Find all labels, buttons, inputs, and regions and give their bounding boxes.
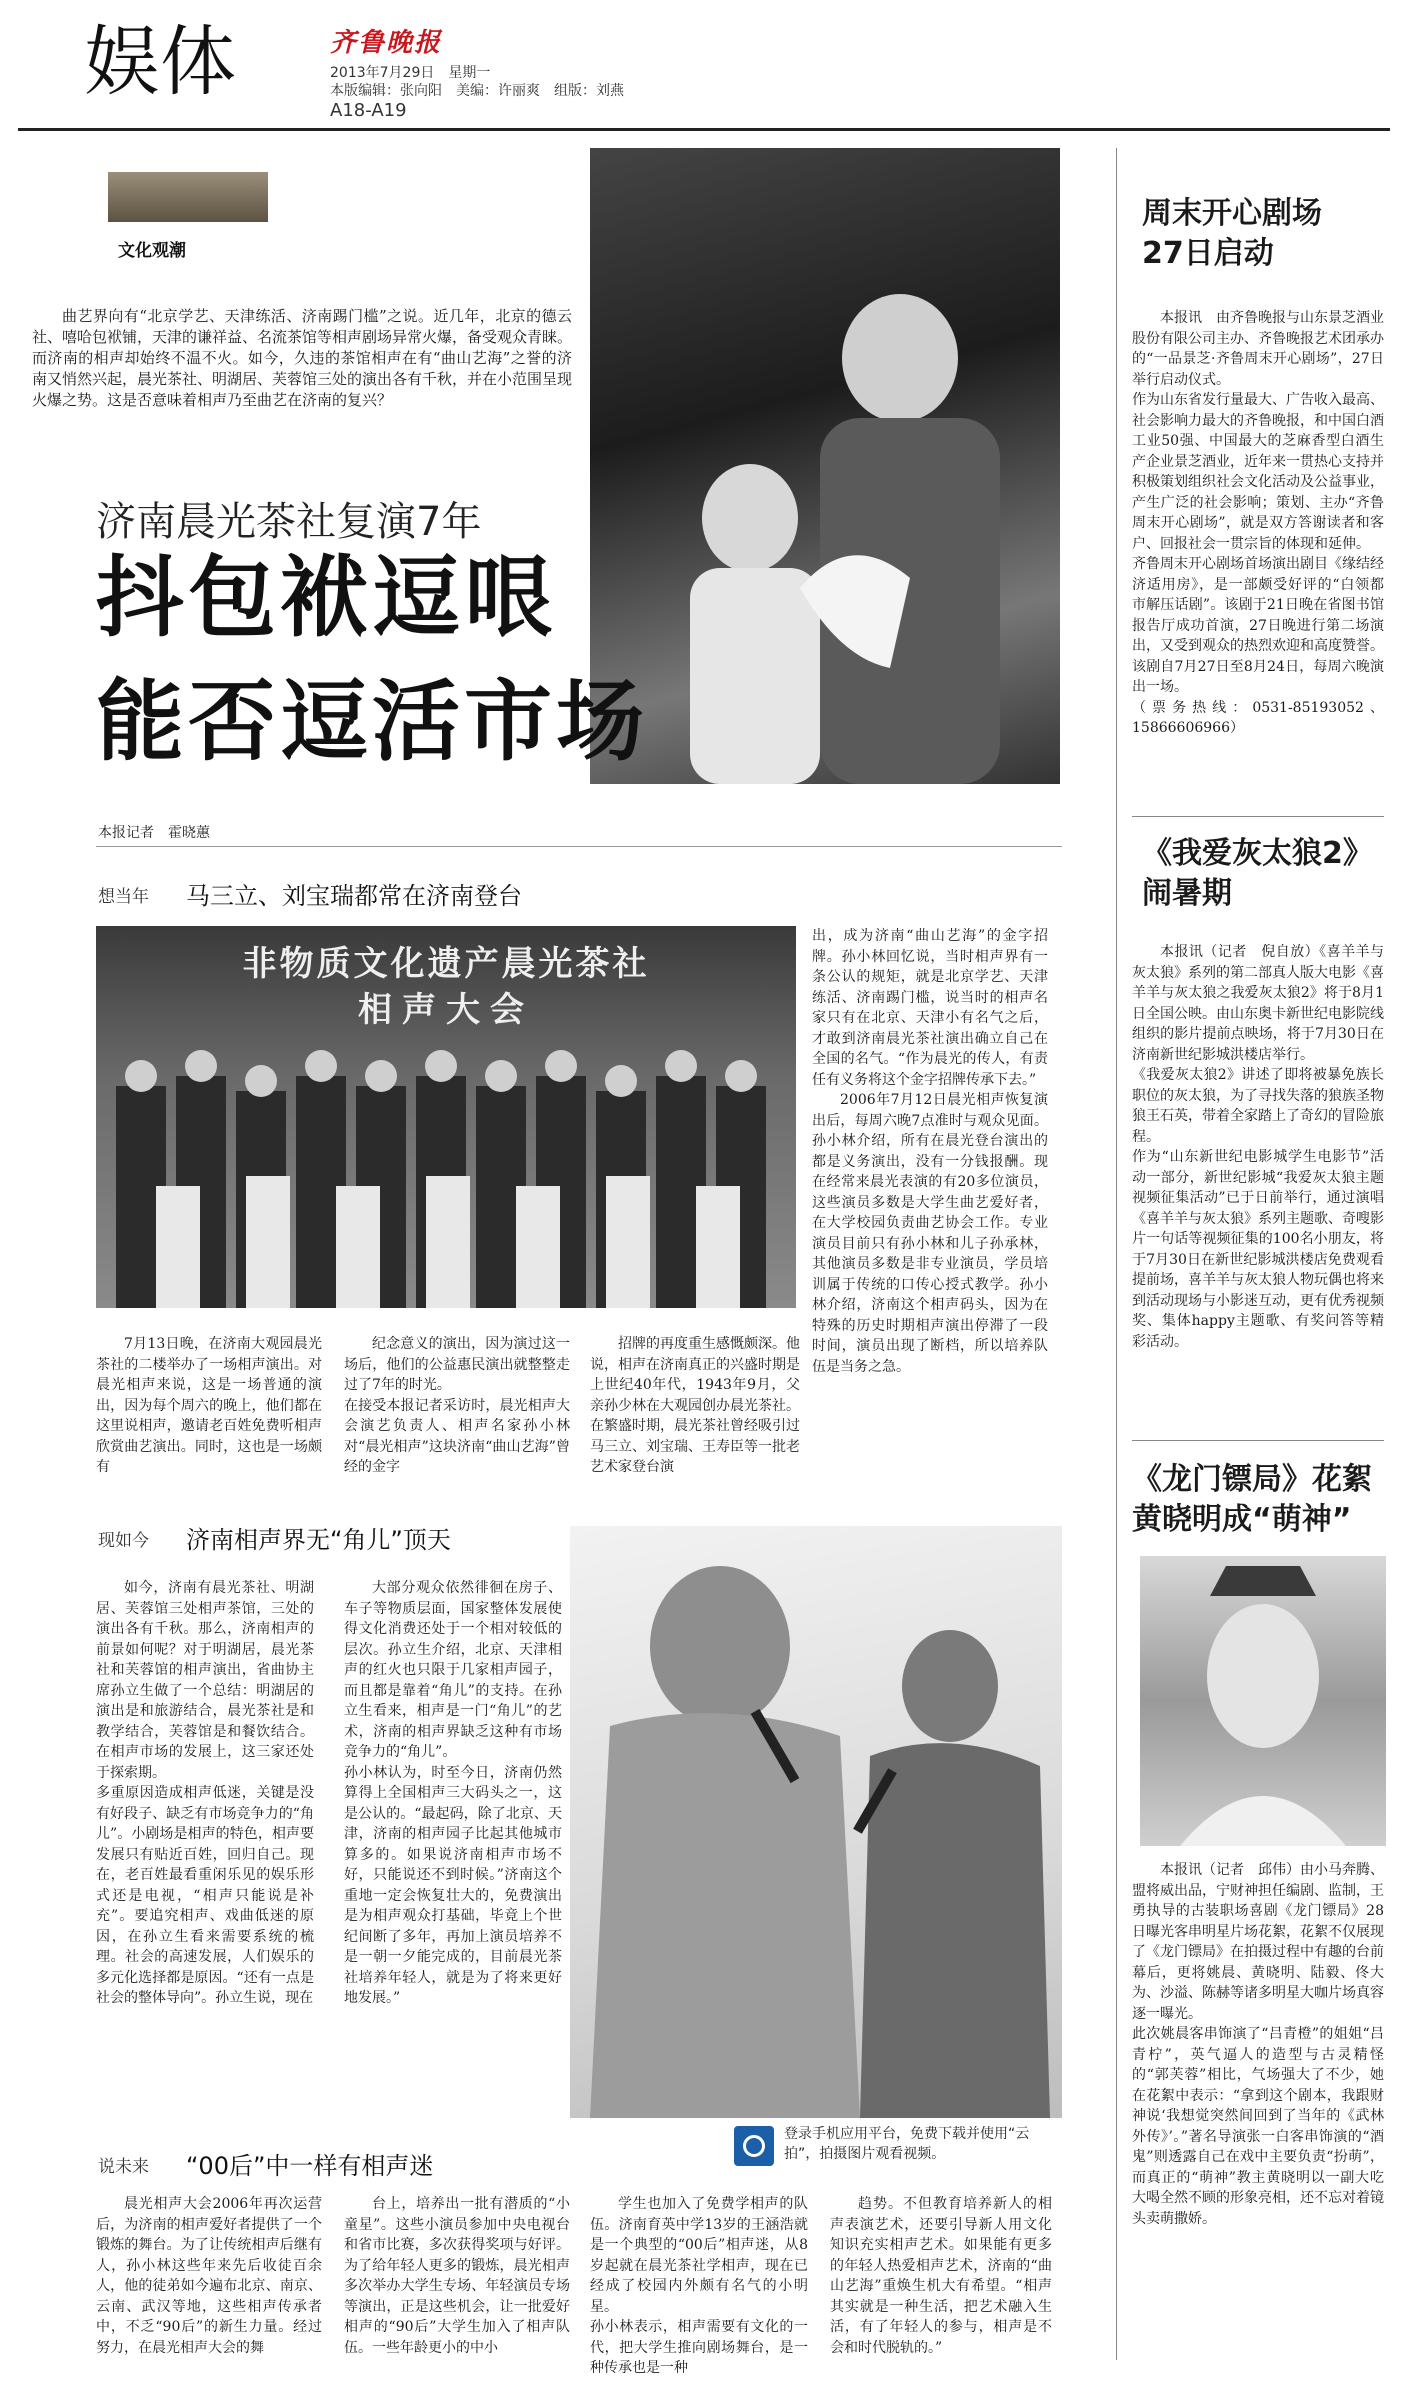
masthead-rule [18,128,1390,131]
performers-silhouette [590,148,1060,784]
banner-line-2: 相声大会 [358,990,534,1030]
section-1-right-column [812,926,1048,1432]
actor-silhouette [1140,1556,1386,1846]
group-silhouettes [96,926,796,1308]
sidebar-rule-2 [1132,1440,1384,1441]
actor-portrait [1140,1556,1386,1846]
section-2-tag: 现如今 [98,1531,149,1551]
headline-kicker: 济南晨光茶社复演7年 [96,499,482,545]
sidebar-story-1-title: 周末开心剧场27日启动 [1142,196,1322,271]
section-3-tag: 说未来 [98,2157,149,2177]
top-performers-photo [590,148,1060,784]
section-1-col-2: 纪念意义的演出，因为演过这一场后，他们的公益惠民演出就整整走过了7年的时光。 在接受本报记者采访时，晨光相声大会演艺负责人、相声名家孙小林对“晨光相声”这块济南“曲山艺海”曾经的金字 [344,1336,570,1475]
byline: 本报记者 霍晓蕙 [98,825,210,841]
section-3-col-3: 学生也加入了免费学相声的队伍。济南育英中学13岁的王涵浩就是一个典型的“00后”相声迷，从8岁起就在晨光茶社学相声，现在已经成了校园内外颇有名气的小明星。 孙小林表示，相声需要有文化的一代，把大学生推向剧场舞台，是一种传承也是一种 [590,2196,808,2376]
issue-date: 2013年7月29日 星期一 [330,65,491,81]
section-3-col-4: 趋势。不但教育培养新人的相声表演艺术，还要引导新人用文化知识充实相声艺术。如果能有更多的年轻人热爱相声艺术，济南的“曲山艺海”重焕生机大有希望。“相声其实就是一种生活，把艺术融入生活，有了年轻人的参与，相声是不会和时代脱轨的。” [830,2196,1052,2356]
lead-paragraph: 曲艺界向有“北京学艺、天津练活、济南踢门槛”之说。近几年，北京的德云社、嘻哈包袱铺，天津的谦祥益、名流茶馆等相声剧场异常火爆，备受观众青睐。而济南的相声却始终不温不火。如今，久违的茶馆相声在有“曲山艺海”之誉的济南又悄然兴起，晨光茶社、明湖居、芙蓉馆三处的演出各有千秋，并在小范围呈现火爆之势。这是否意味着相声乃至曲艺在济南的复兴？ [32,307,573,409]
page-numbers: A18-A19 [330,100,407,121]
headline-line-1: 抖包袱逗哏 [96,546,557,649]
sidebar-rule-1 [1132,816,1384,817]
byline-rule [96,846,1062,847]
sidebar-story-3-body: 本报讯（记者 邱伟）由小马奔腾、盟将威出品，宁财神担任编剧、监制，王勇执导的古装职场喜剧《龙门镖局》28日曝光客串明星片场花絮，花絮不仅展现了《龙门镖局》在拍摄过程中有趣的台前幕后，更将姚晨、黄晓明、陆毅、佟大为、沙溢、陈赫等诸多明星大咖片场真容逐一曝光。 此次姚晨客串饰演了“吕青橙”的姐姐“吕青柠”，英气逼人的造型与古灵精怪的“郭芙蓉”相比，气场强大了不少，她在花絮中表示：“拿到这个剧本，我跟财神说‘我想觉突然间回到了当年的《武林外传》’。”著名导演张一白客串饰演的“酒鬼”则透露自己在戏中主要负责“扮萌”，而真正的“萌神”教主黄晓明以一副大吃大喝全然不顾的形象亮相，还不忘对着镜头卖萌撒娇。 [1132,1862,1384,2227]
section-2-col-2: 大部分观众依然徘徊在房子、车子等物质层面，国家整体发展使得文化消费还处于一个相对较低的层次。孙立生介绍，北京、天津相声的红火也只限于几家相声园子，而且都是靠着“角儿”的支持。在孙立生看来，相声是一门“角儿”的艺术，济南的相声界缺乏这种有市场竞争力的“角儿”。 孙小林认为，时至今日，济南仍然算得上全国相声三大码头之一，这是公认的。“最起码，除了北京、天津，济南的相声园子比起其他城市算多的。如果说济南相声市场不好，只能说还不到时候。”济南这个重地一定会恢复壮大的，免费演出是为相声观众打基础，毕竟上个世纪间断了多年，再加上演员培养不是一朝一夕能完成的，目前晨光茶社培养年轻人，就是为了将来更好地发展。” [344,1580,562,2006]
section-1-right-para-1: 出，成为济南“曲山艺海”的金字招牌。孙小林回忆说，当时相声界有一条公认的规矩，就是北京学艺、天津练活、济南踢门槛，说当时的相声名家只有在北京、天津小有名气之后，才敢到济南晨光茶社演出确立自己在全国的名气。“作为晨光的传人，有责任有义务将这个金字招牌传承下去。” [812,928,1048,1088]
duo-performers-photo [570,1526,1062,2118]
headline-line-2: 能否逗活市场 [96,670,649,773]
section-2-heading: 济南相声界无“角儿”顶天 [186,1526,451,1554]
sidebar-story-2-title: 《我爱灰太狼2》闹暑期 [1142,836,1358,911]
app-promo: 登录手机应用平台，免费下载并使用“云拍”，拍摄图片观看视频。 [784,2126,1030,2162]
qr-icon [734,2126,774,2166]
section-1-tag: 想当年 [98,887,149,907]
masthead [0,0,1409,120]
section-1-col-3: 招牌的再度重生感慨颇深。他说，相声在济南真正的兴盛时期是上世纪40年代，1943年9月，父亲孙少林在大观园创办晨光茶社。在繁盛时期，晨光茶社曾经吸引过马三立、刘宝瑞、王寿臣等一批老艺术家登台演 [590,1336,800,1475]
sidebar-story-2-body: 本报讯（记者 倪自放）《喜羊羊与灰太狼》系列的第二部真人版大电影《喜羊羊与灰太狼之我爱灰太狼2》将于8月1日全国公映。由山东奥卡新世纪电影院线组织的影片提前点映场，将于7月30日在济南新世纪影城洪楼店举行。 《我爱灰太狼2》讲述了即将被暴免族长职位的灰太狼，为了寻找失落的狼族圣物狼王石英，带着全家踏上了奇幻的冒险旅程。 作为“山东新世纪电影城学生电影节”活动一部分，新世纪影城“我爱灰太狼主题视频征集活动”已于日前举行，通过演唱《喜羊羊与灰太狼》系列主题歌、奇嗖影片一句话等视频征集的100名小朋友，将于7月30日在新世纪影城洪楼店免费观看提前场，喜羊羊与灰太狼人物玩偶也将来到活动现场与小影迷互动，更有优秀视频奖、集体happy主题歌、有奖问答等精彩活动。 [1132,944,1384,1350]
section-2-col-1: 如今，济南有晨光茶社、明湖居、芙蓉馆三处相声茶馆，三处的演出各有千秋。那么，济南相声的前景如何呢？对于明湖居，晨光茶社和芙蓉馆的相声演出，省曲协主席孙立生做了一个总结：明湖居的演出是和旅游结合，晨光茶社是和教学结合，芙蓉馆是和餐饮结合。在相声市场的发展上，这三家还处于探索期。 多重原因造成相声低迷，关键是没有好段子、缺乏有市场竞争力的“角儿”。小剧场是相声的特色，相声要发展只有贴近百姓，回归自己。现在，老百姓最看重闲乐见的娱乐形式还是电视，“相声只能说是补充”。要追究相声、戏曲低迷的原因，在孙立生看来需要系统的梳理。社会的高速发展，人们娱乐的多元化选择都是原因。“还有一点是社会的整体导向”。孙立生说，现在 [96,1580,314,2006]
section-1-right-para-2: 2006年7月12日晨光相声恢复演出后，每周六晚7点准时与观众见面。孙小林介绍，所有在晨光登台演出的都是义务演出，没有一分钱报酬。现在经常来晨光表演的有20多位演员，这些演员多数是大学生曲艺爱好者，在大学校园负责曲艺协会工作。专业演员目前只有孙小林和儿子孙承林，其他演员多数是非专业演员，学员培训属于传统的口传心授式教学。孙小林介绍，济南这个相声码头，因为在特殊的历史时期相声演出停滞了一段时间，演员出现了断档，所以培养队伍是当务之急。 [812,1092,1048,1375]
column-tag: 文化观潮 [118,241,186,261]
section-3-heading: “00后”中一样有相声迷 [186,2152,434,2180]
sidebar-story-1-body: 本报讯 由齐鲁晚报与山东景芝酒业股份有限公司主办、齐鲁晚报艺术团承办的“一品景芝·齐鲁周末开心剧场”，27日举行启动仪式。 作为山东省发行量最大、广告收入最高、社会影响力最大的齐鲁晚报，和中国白酒工业50强、中国最大的芝麻香型白酒生产企业景芝酒业，近年来一贯热心支持并积极策划组织社会文化活动及公益事业，产生广泛的社会影响；策划、主办“齐鲁周末开心剧场”，就是双方答谢读者和客户、回报社会一贯宗旨的体现和延伸。 齐鲁周末开心剧场首场演出剧目《缘结经济适用房》，是一部颇受好评的“白领都市解压话剧”。该剧于21日晚在省图书馆报告厅成功首演，27日晚进行第二场演出，又受到观众的热烈欢迎和高度赞誉。该剧自7月27日至8月24日，每周六晚演出一场。 （票务热线：0531-85193052、15866606966） [1132,310,1384,736]
column-thumbnail [108,172,268,222]
section-title: 娱体 [84,17,236,106]
duo-silhouette [570,1526,1062,2118]
banner-line-1: 非物质文化遗产晨光茶社 [242,944,650,984]
newspaper-logo: 齐鲁晚报 [330,28,443,58]
section-1-heading: 马三立、刘宝瑞都常在济南登台 [186,882,522,910]
section-3-col-2: 台上，培养出一批有潜质的“小童星”。这些小演员参加中央电视台和省市比赛，多次获得奖项与好评。为了给年轻人更多的锻炼，晨光相声多次举办大学生专场、年轻演员专场等演出，正是这些机会，让一批爱好相声的“90后”大学生加入了相声队伍。一些年龄更小的中小 [344,2196,570,2356]
sidebar-story-3-title: 《龙门镖局》花絮黄晓明成“萌神” [1132,1462,1372,1537]
sidebar-divider [1116,148,1117,2360]
editor-credits: 本版编辑：张向阳 美编：许丽爽 组版：刘燕 [330,83,624,99]
group-photo [96,926,796,1308]
section-1-col-1: 7月13日晚，在济南大观园晨光茶社的二楼举办了一场相声演出。对晨光相声来说，这是一场普通的演出，因为每个周六的晚上，他们都在这里说相声，邀请老百姓免费听相声欣赏曲艺演出。同时，这也是一场颇有 [96,1336,322,1475]
section-3-col-1: 晨光相声大会2006年再次运营后，为济南的相声爱好者提供了一个锻炼的舞台。为了让传统相声后继有人，孙小林这些年来先后收徒百余人，他的徒弟如今遍布北京、南京、云南、武汉等地，这些相声传承者中，不乏“90后”的新生力量。经过努力，在晨光相声大会的舞 [96,2196,322,2356]
